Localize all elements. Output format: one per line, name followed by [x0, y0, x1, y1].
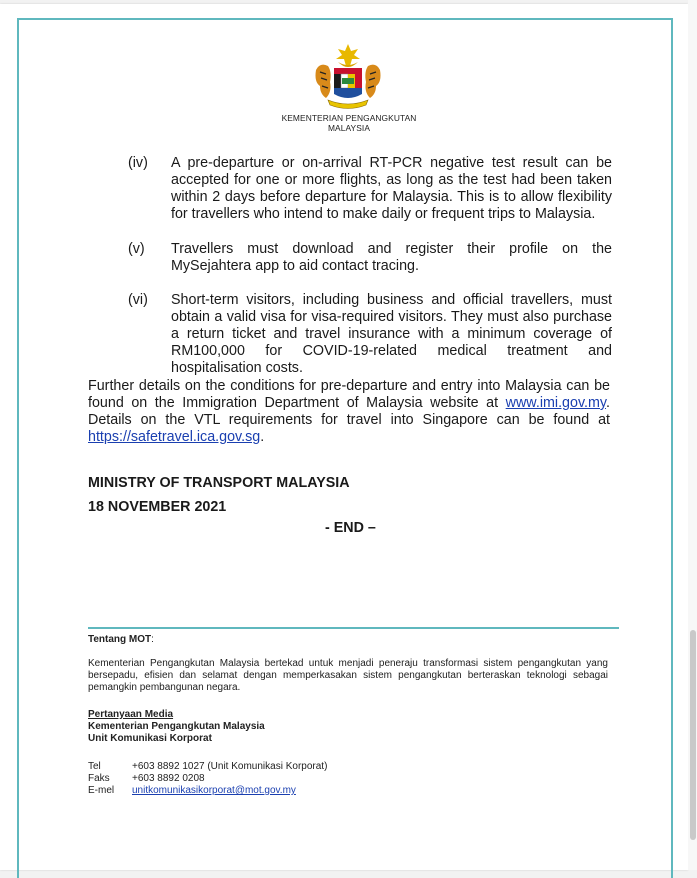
imi-website-link[interactable]: www.imi.gov.my [505, 395, 607, 411]
list-item-number: (iv) [128, 155, 148, 171]
list-item-text: Short-term visitors, including business and official travellers, must obtain a valid visa for visa-required visitors. They must also purchase a return ticket and travel insurance with a minimum coverage of RM100,000 for COVID-19-related medical treatment and hospitalisation costs. [171, 292, 612, 376]
contact-label: Tel [88, 761, 101, 772]
list-item-text: A pre-departure or on-arrival RT-PCR negative test result can be accepted for one or more flights, as long as the test had been taken within 2 days before departure for Malaysia. This is to allow flexibility for travellers who intend to make daily or frequent trips to Malaysia. [171, 155, 612, 222]
malaysia-coat-of-arms-icon [308, 42, 388, 112]
ministry-name-line2: MALAYSIA [327, 122, 371, 133]
contact-row-email [88, 785, 296, 797]
further-text-3: . [260, 429, 265, 445]
list-item-number: (vi) [128, 292, 148, 308]
about-title: Tentang MOT: [88, 634, 154, 645]
further-details-paragraph [88, 378, 610, 446]
safetravel-link[interactable]: https://safetravel.ica.gov.sg [88, 429, 261, 445]
contact-label: E-mel [88, 785, 115, 796]
end-marker: - END – [325, 520, 376, 536]
list-item-text: Travellers must download and register their profile on the MySejahtera app to aid contact tracing. [171, 241, 612, 274]
list-item-number: (v) [128, 241, 145, 257]
contact-label: Faks [88, 773, 110, 784]
page-border-frame [17, 18, 673, 878]
contact-row-fax [88, 773, 205, 785]
contact-value: +603 8892 1027 (Unit Komunikasi Korporat) [132, 761, 328, 772]
media-line2: Unit Komunikasi Korporat [88, 733, 212, 744]
contact-value: +603 8892 0208 [132, 773, 205, 784]
signoff-ministry: MINISTRY OF TRANSPORT MALAYSIA [88, 475, 350, 491]
further-text-1: Further details on the conditions for pre-departure and entry into Malaysia can be found on the Immigration Department of Malaysia website at [88, 378, 610, 411]
signoff-date: 18 NOVEMBER 2021 [88, 499, 227, 515]
ministry-name-line1: KEMENTERIAN PENGANGKUTAN [281, 113, 417, 123]
vertical-scrollbar[interactable] [688, 0, 697, 870]
footer-divider [88, 627, 619, 629]
about-text: Kementerian Pengangkutan Malaysia bertekad untuk menjadi peneraju transformasi sistem pengangkutan yang bersepadu, efisien dan selamat dengan memperkasakan sistem pengangkutan berteraskan teknologi sebagai pemangkin pembangunan negara. [88, 658, 608, 693]
scrollbar-thumb[interactable] [690, 630, 696, 840]
media-title: Pertanyaan Media [88, 709, 174, 720]
document-page [0, 4, 688, 870]
ministry-letterhead [260, 114, 438, 133]
email-link[interactable]: unitkomunikasikorporat@mot.gov.my [132, 785, 296, 796]
media-line1: Kementerian Pengangkutan Malaysia [88, 721, 265, 732]
further-text-2: . Details on the VTL requirements for travel into Singapore can be found at [88, 395, 610, 428]
contact-row-tel [88, 761, 327, 773]
